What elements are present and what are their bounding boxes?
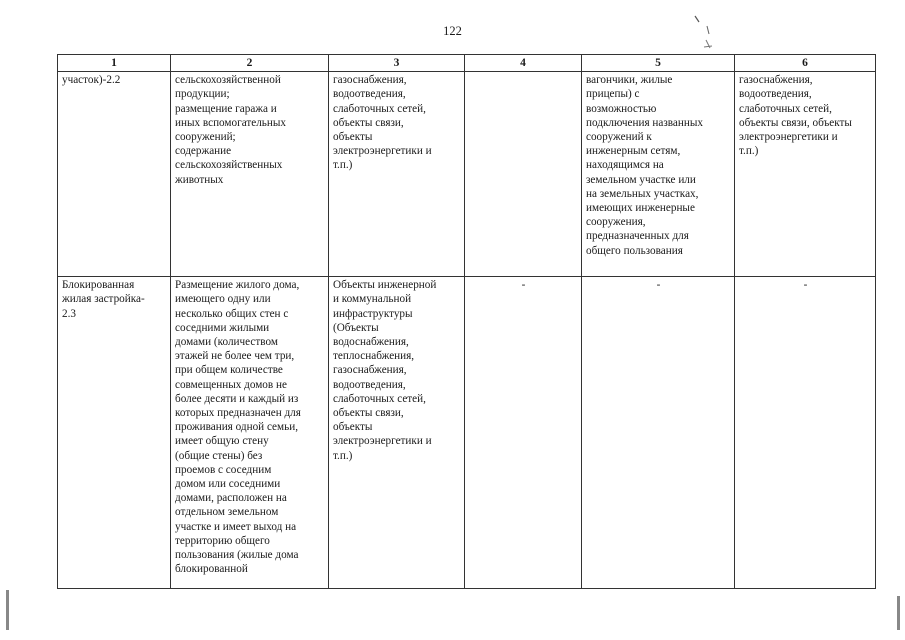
header-col-5: 5: [582, 55, 735, 72]
cell-col-4: -: [521, 279, 526, 292]
cell-land-use-type: Блокированная жилая застройка- 2.3: [62, 279, 145, 320]
land-use-table: [57, 54, 876, 589]
cell-description: сельскохозяйственной продукции; размещение гаража и иных вспомогательных сооружений; содержание сельскохозяйственных животных: [175, 74, 287, 186]
cell-col-5: -: [656, 279, 661, 292]
cell-col-6: -: [803, 279, 808, 292]
scan-edge-mark-left: [6, 590, 9, 630]
header-col-3: 3: [329, 55, 465, 72]
page-number: 122: [443, 24, 462, 38]
header-col-1: 1: [58, 55, 171, 72]
cell-land-use-type: участок)-2.2: [62, 74, 121, 87]
header-row: [58, 55, 876, 72]
cell-auxiliary-objects: Объекты инженерной и коммунальной инфраструктуры (Объекты водоснабжения, теплоснабжения, газоснабжения, водоотведения, слаботочных сетей, объекты связи, объекты электроэнергетики и т.п.): [333, 279, 437, 462]
header-col-6: 6: [735, 55, 876, 72]
header-col-4: 4: [465, 55, 582, 72]
table-row: [58, 277, 876, 589]
cell-col-6: газоснабжения, водоотведения, слаботочных сетей, объекты связи, объекты электроэнергетики и т.п.): [739, 74, 852, 158]
scan-edge-mark-right: [897, 596, 900, 630]
header-col-2: 2: [171, 55, 329, 72]
cell-description: Размещение жилого дома, имеющего одну или несколько общих стен с соседними жилыми домами (количеством этажей не более чем три, при общем количестве совмещенных домов не более десяти и каждый из которых предназначен для проживания одной семьи, имеет общую стену (общие стены) без проемов с соседним домом или соседними домами, расположен на отдельном земельном участке и имеет выход на территорию общего пользования (жилые дома блокированной: [175, 279, 301, 576]
table-row: [58, 72, 876, 277]
scan-artifact: [693, 14, 717, 54]
cell-col-5: вагончики, жилые прицепы) с возможностью подключения названных сооружений к инженерным сетям, находящимся на земельном участке или на земельных участках, имеющих инженерные сооружения, предназначенных для общего пользования: [586, 74, 703, 257]
cell-auxiliary-objects: газоснабжения, водоотведения, слаботочных сетей, объекты связи, объекты электроэнергетики и т.п.): [333, 74, 432, 172]
